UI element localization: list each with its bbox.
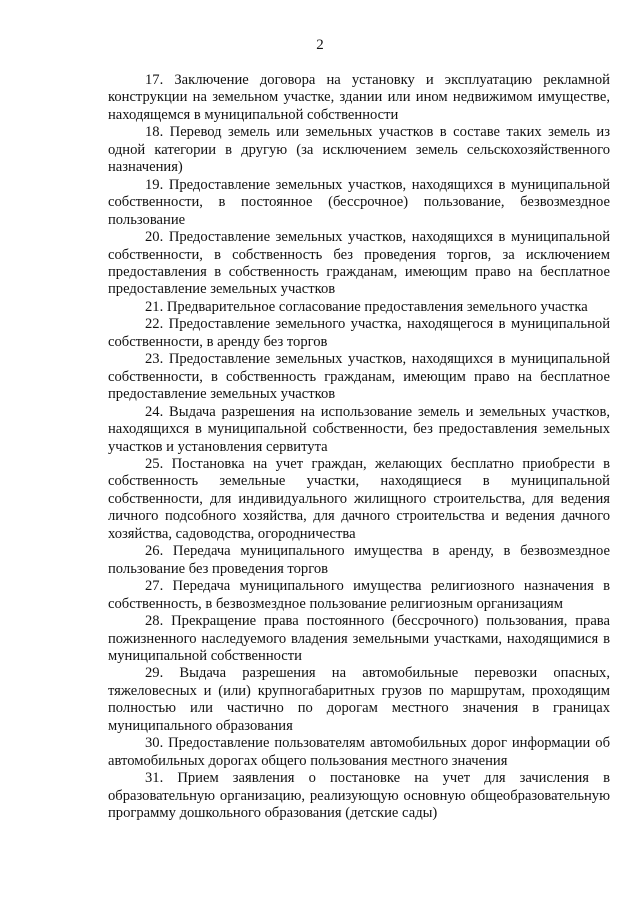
list-item: 20. Предоставление земельных участков, находящихся в муниципальной собственности, в собственность без проведения торгов, за исключением предоставления в собственность гражданам, имеющим право на бесплатное предоставление земельных участков <box>108 229 610 298</box>
list-item: 19. Предоставление земельных участков, находящихся в муниципальной собственности, в постоянное (бессрочное) пользование, безвозмездное пользование <box>108 176 610 228</box>
list-item: 23. Предоставление земельных участков, находящихся в муниципальной собственности, в собственность гражданам, имеющим право на бесплатное предоставление земельных участков <box>108 351 610 403</box>
list-item: 17. Заключение договора на установку и эксплуатацию рекламной конструкции на земельном участке, здании или ином недвижимом имуществе, находящемся в муниципальной собственности <box>108 72 610 123</box>
service-list <box>108 72 610 822</box>
list-item: 24. Выдача разрешения на использование земель и земельных участков, находящихся в муниципальной собственности, без предоставления земельных участков и установления сервитута <box>108 403 610 455</box>
list-item: 29. Выдача разрешения на автомобильные перевозки опасных, тяжеловесных и (или) крупногабаритных грузов по маршрутам, проходящим полностью или частично по дорогам местного значения в границах муниципального образования <box>108 665 610 734</box>
page-number: 2 <box>316 37 324 53</box>
list-item: 28. Прекращение права постоянного (бессрочного) пользования, права пожизненного наследуемого владения земельными участками, находящимися в муниципальной собственности <box>108 613 610 664</box>
list-item: 31. Прием заявления о постановке на учет для зачисления в образовательную организацию, реализующую основную общеобразовательную программу дошкольного образования (детские сады) <box>108 770 610 822</box>
list-item: 22. Предоставление земельного участка, находящегося в муниципальной собственности, в аренду без торгов <box>108 316 610 350</box>
list-item: 21. Предварительное согласование предоставления земельного участка <box>145 298 588 315</box>
list-item: 25. Постановка на учет граждан, желающих бесплатно приобрести в собственность земельные участки, находящиеся в муниципальной собственности, для индивидуального жилищного строительства, для ведения личного подсобного хозяйства, для дачного строительства и ведения дачного хозяйства, садоводства, огородничества <box>108 455 610 542</box>
list-item: 30. Предоставление пользователям автомобильных дорог информации об автомобильных дорогах общего пользования местного значения <box>108 735 610 769</box>
list-item: 18. Перевод земель или земельных участков в составе таких земель из одной категории в другую (за исключением земель сельскохозяйственного назначения) <box>108 124 610 176</box>
list-item: 26. Передача муниципального имущества в аренду, в безвозмездное пользование без проведения торгов <box>108 543 610 577</box>
list-item: 27. Передача муниципального имущества религиозного назначения в собственность, в безвозмездное пользование религиозным организациям <box>108 578 610 612</box>
